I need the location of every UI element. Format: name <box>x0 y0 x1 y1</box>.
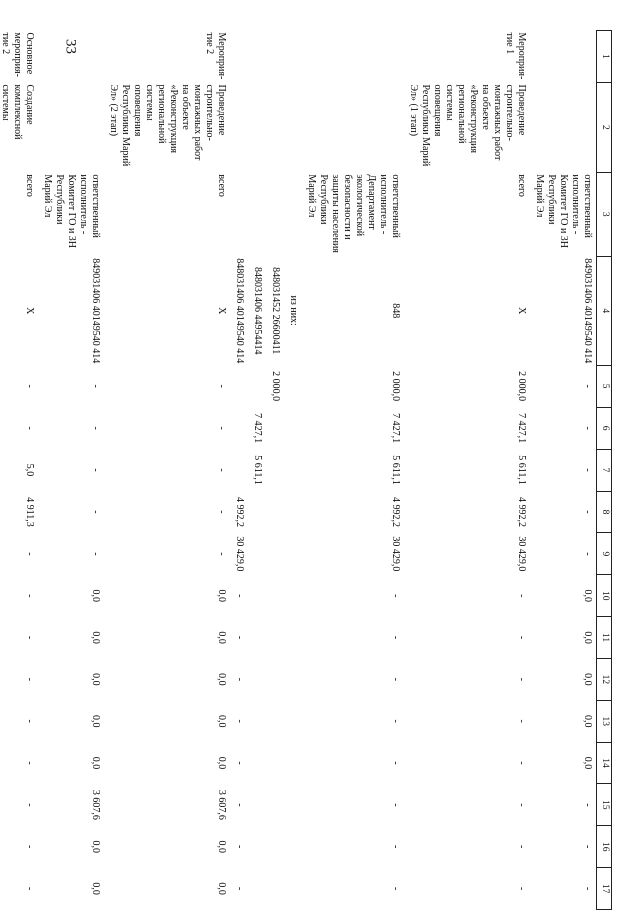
table-cell-c14: - <box>234 761 245 765</box>
table-cell-c5: - <box>24 384 35 388</box>
table-cell-c3: ответственный исполнитель - Комитет ГО и ЗН Республики Марий Эл <box>534 174 593 249</box>
table-cell-c16 <box>248 826 266 868</box>
table-cell-c4: 848031406 40149540 414 <box>234 258 245 364</box>
column-number-1: 1 <box>597 31 612 83</box>
table-cell-c2 <box>302 82 404 172</box>
table-cell-c16: 0,0 <box>90 840 101 853</box>
table-cell-c5 <box>248 365 266 407</box>
table-cell-c11 <box>284 617 302 659</box>
table-cell-c15 <box>266 784 284 826</box>
table-cell-c9: - <box>90 552 101 556</box>
table-cell-c2 <box>266 82 284 172</box>
table-cell-c1 <box>284 31 302 83</box>
table-cell-c7 <box>284 449 302 491</box>
table-cell-c11: - <box>390 635 401 640</box>
table-row <box>230 31 248 910</box>
table-cell-c14: - <box>390 761 401 765</box>
table-cell-c4: 848031406 44954414 <box>252 266 263 355</box>
table-cell-c15 <box>284 784 302 826</box>
table-cell-c8: - <box>216 510 227 514</box>
table-cell-c12 <box>248 659 266 701</box>
table-cell-c13 <box>266 700 284 742</box>
table-cell-c16: - <box>516 845 527 849</box>
table-cell-c10 <box>248 575 266 617</box>
table-cell-c13: - <box>516 719 527 723</box>
table-cell-c17 <box>248 868 266 910</box>
table-cell-c15: 3 607,6 <box>90 789 101 820</box>
table-cell-c1 <box>230 31 248 83</box>
table-cell-c8: 4 992,2 <box>234 496 245 527</box>
table-cell-c17: - <box>234 886 245 891</box>
table-cell-c13: - <box>24 719 35 723</box>
table-cell-c10: - <box>24 594 35 598</box>
table-cell-c15: - <box>516 803 527 807</box>
table-cell-c11: - <box>234 635 245 640</box>
table-cell-c4: из них: <box>288 295 299 326</box>
table-cell-c11: 0,0 <box>582 631 593 644</box>
table-cell-c1: Мероприя-тие 2 <box>204 32 227 80</box>
table-cell-c9 <box>248 533 266 575</box>
table-cell-c13 <box>284 700 302 742</box>
table-cell-c10: - <box>390 594 401 598</box>
table-cell-c1 <box>302 31 404 83</box>
table-cell-c6: 7 427,1 <box>252 413 263 444</box>
table-cell-c11 <box>248 617 266 659</box>
table-cell-c17 <box>266 868 284 910</box>
table-cell-c4: 848031452 26600411 <box>270 267 281 355</box>
table-cell-c8 <box>248 491 266 533</box>
table-cell-c17: - <box>582 886 593 891</box>
table-cell-c16: - <box>234 845 245 849</box>
table-cell-c17: - <box>516 886 527 891</box>
column-number-14: 14 <box>597 742 612 784</box>
column-number-2: 2 <box>597 82 612 172</box>
table-cell-c8: 4 992,2 <box>516 496 527 527</box>
table-cell-c9 <box>284 533 302 575</box>
table-cell-c5: - <box>216 384 227 388</box>
table-cell-c14: 0,0 <box>582 756 593 770</box>
table-cell-c3 <box>248 172 266 256</box>
table-cell-c8: - <box>582 510 593 514</box>
table-cell-c3 <box>266 172 284 256</box>
table-row <box>302 31 404 910</box>
table-cell-c6: - <box>90 426 101 430</box>
column-number-6: 6 <box>597 407 612 449</box>
table-row <box>104 31 230 910</box>
table-row <box>404 31 530 910</box>
table-cell-c12: 0,0 <box>582 673 593 686</box>
table-cell-c6 <box>284 407 302 449</box>
table-cell-c15: 3 607,6 <box>216 789 227 820</box>
table-cell-c5: - <box>582 384 593 388</box>
table-cell-c1 <box>266 31 284 83</box>
table-cell-c16: - <box>390 845 401 849</box>
table-cell-c16: - <box>582 845 593 849</box>
table-cell-c5 <box>230 365 248 407</box>
table-cell-c12 <box>284 659 302 701</box>
table-cell-c2 <box>230 82 248 172</box>
table-cell-c15: - <box>24 803 35 807</box>
table-cell-c3: всего <box>516 174 527 197</box>
table-cell-c9: - <box>216 552 227 556</box>
table-cell-c2 <box>284 82 302 172</box>
table-cell-c15 <box>248 784 266 826</box>
column-number-12: 12 <box>597 659 612 701</box>
table-cell-c17 <box>284 868 302 910</box>
table-cell-c12: - <box>390 677 401 682</box>
table-cell-c5: 2 000,0 <box>516 371 527 402</box>
table-cell-c17: 0,0 <box>216 882 227 895</box>
table-cell-c5: 2 000,0 <box>390 371 401 402</box>
table-cell-c12 <box>266 659 284 701</box>
table-cell-c15: - <box>234 803 245 807</box>
table-cell-c6: - <box>216 426 227 430</box>
table-cell-c10: - <box>516 594 527 598</box>
table-cell-c7: 5 611,1 <box>516 455 527 485</box>
table-cell-c11: 0,0 <box>216 631 227 644</box>
table-cell-c2: Проведение строительно-монтажных работ на объекте «Реконструкция региональной системы оповещения Республики Марий Эл» (1 этап) <box>408 84 527 167</box>
table-cell-c13: 0,0 <box>90 714 101 728</box>
column-number-17: 17 <box>597 868 612 910</box>
table-cell-c16 <box>266 826 284 868</box>
table-cell-c7: - <box>582 468 593 472</box>
table-cell-c6: - <box>582 426 593 430</box>
table-cell-c4: X <box>216 307 227 315</box>
table-row <box>266 31 284 910</box>
table-cell-c14: 0,0 <box>216 756 227 770</box>
column-number-9: 9 <box>597 533 612 575</box>
table-cell-c3: всего <box>216 174 227 197</box>
table-cell-c11: - <box>516 635 527 640</box>
table-cell-c9: 30 429,0 <box>390 536 401 572</box>
table-cell-c12: - <box>24 677 35 682</box>
table-cell-c3 <box>230 172 248 256</box>
table-cell-c3: ответственный исполнитель - Департамент экологической безопасности и защиты населения Республики Марий Эл <box>306 174 401 253</box>
table-cell-c17: - <box>390 886 401 891</box>
table-cell-c1: Мероприя-тие 1 <box>504 32 527 80</box>
column-number-3: 3 <box>597 172 612 256</box>
table-cell-c7 <box>230 449 248 491</box>
table-cell-c16 <box>284 826 302 868</box>
table-cell-c8: - <box>90 510 101 514</box>
table-cell-c13: 0,0 <box>216 714 227 728</box>
table-row <box>38 31 104 910</box>
table-cell-c6: 7 427,1 <box>390 413 401 444</box>
column-number-4: 4 <box>597 256 612 365</box>
table-cell-c2 <box>530 82 597 172</box>
table-cell-c10: 0,0 <box>90 589 101 603</box>
table-cell-c10: 0,0 <box>216 589 227 603</box>
table-cell-c14: - <box>24 761 35 765</box>
table-cell-c14 <box>284 742 302 784</box>
table-cell-c6: 7 427,1 <box>516 413 527 444</box>
table-cell-c9 <box>266 533 284 575</box>
table-cell-c5: - <box>90 384 101 388</box>
table-row <box>530 31 597 910</box>
table-cell-c5 <box>284 365 302 407</box>
table-cell-c1 <box>248 31 266 83</box>
table-cell-c1 <box>38 31 104 83</box>
table-cell-c4: 849031406 40149540 414 <box>90 258 101 364</box>
table-cell-c1 <box>530 31 597 83</box>
table-cell-c17: 0,0 <box>90 882 101 895</box>
table-cell-c11: - <box>24 635 35 640</box>
table-cell-c12: 0,0 <box>216 673 227 686</box>
table-cell-c6 <box>230 407 248 449</box>
column-number-15: 15 <box>597 784 612 826</box>
column-number-11: 11 <box>597 617 612 659</box>
table-cell-c8 <box>284 491 302 533</box>
table-cell-c7: - <box>216 468 227 472</box>
table-cell-c9: 30 429,0 <box>516 536 527 572</box>
table-cell-c3: всего <box>24 174 35 197</box>
table-cell-c7: 5 611,1 <box>390 455 401 485</box>
page-number: 33 <box>62 39 79 54</box>
table-cell-c7: - <box>90 468 101 472</box>
table-cell-c7: 5 611,1 <box>252 455 263 485</box>
column-number-16: 16 <box>597 826 612 868</box>
table-cell-c13: - <box>390 719 401 723</box>
table-cell-c12: - <box>516 677 527 682</box>
table-cell-c10 <box>284 575 302 617</box>
table-cell-c14 <box>266 742 284 784</box>
table-cell-c9: 30 429,0 <box>234 536 245 572</box>
table-row <box>0 31 38 910</box>
table-row <box>284 31 302 910</box>
table-cell-c4: 848 <box>390 303 401 319</box>
column-number-8: 8 <box>597 491 612 533</box>
column-number-13: 13 <box>597 700 612 742</box>
table-cell-c8 <box>266 491 284 533</box>
table-cell-c7 <box>266 449 284 491</box>
table-cell-c9: - <box>582 552 593 556</box>
table-cell-c9: - <box>24 552 35 556</box>
table-cell-c2 <box>38 82 104 172</box>
table-cell-c10: - <box>234 594 245 598</box>
table-cell-c4: X <box>24 307 35 315</box>
table-cell-c15: - <box>582 803 593 807</box>
table-cell-c11 <box>266 617 284 659</box>
table-cell-c13: - <box>234 719 245 723</box>
table-cell-c14 <box>248 742 266 784</box>
table-cell-c2 <box>248 82 266 172</box>
table-cell-c10: 0,0 <box>582 589 593 603</box>
table-row <box>248 31 266 910</box>
table-cell-c17: - <box>24 886 35 891</box>
table-cell-c8: 4 992,2 <box>390 496 401 527</box>
table-cell-c2: Создание комплексной системы <box>0 84 35 140</box>
table-cell-c4: X <box>516 307 527 315</box>
table-cell-c14: - <box>516 761 527 765</box>
table-cell-c6 <box>266 407 284 449</box>
table-cell-c11: 0,0 <box>90 631 101 644</box>
column-number-row <box>597 31 612 910</box>
table-cell-c1: Основное мероприя-тие 2 <box>0 32 35 77</box>
table-cell-c3 <box>284 172 302 256</box>
table-cell-c15: - <box>390 803 401 807</box>
table-cell-c14: 0,0 <box>90 756 101 770</box>
column-number-5: 5 <box>597 365 612 407</box>
table-cell-c7: 5,0 <box>24 463 35 477</box>
table-cell-c6: - <box>24 426 35 430</box>
column-number-7: 7 <box>597 449 612 491</box>
program-funding-table <box>0 30 612 910</box>
table-cell-c16: - <box>24 845 35 849</box>
table-cell-c13: 0,0 <box>582 714 593 728</box>
table-cell-c10 <box>266 575 284 617</box>
table-cell-c5: 2 000,0 <box>270 371 281 402</box>
table-cell-c12: 0,0 <box>90 673 101 686</box>
table-cell-c4: 849031406 40149540 414 <box>582 258 593 364</box>
table-cell-c3: ответственный исполнитель - Комитет ГО и ЗН Республики Марий Эл <box>42 174 101 249</box>
table-cell-c13 <box>248 700 266 742</box>
table-cell-c8: 4 911,3 <box>24 497 35 527</box>
column-number-10: 10 <box>597 575 612 617</box>
table-cell-c2: Проведение строительно-монтажных работ на объекте «Реконструкция региональной системы оповещения Республики Марий Эл» (2 этап) <box>108 84 227 167</box>
table-cell-c12: - <box>234 677 245 682</box>
table-cell-c16: 0,0 <box>216 840 227 853</box>
